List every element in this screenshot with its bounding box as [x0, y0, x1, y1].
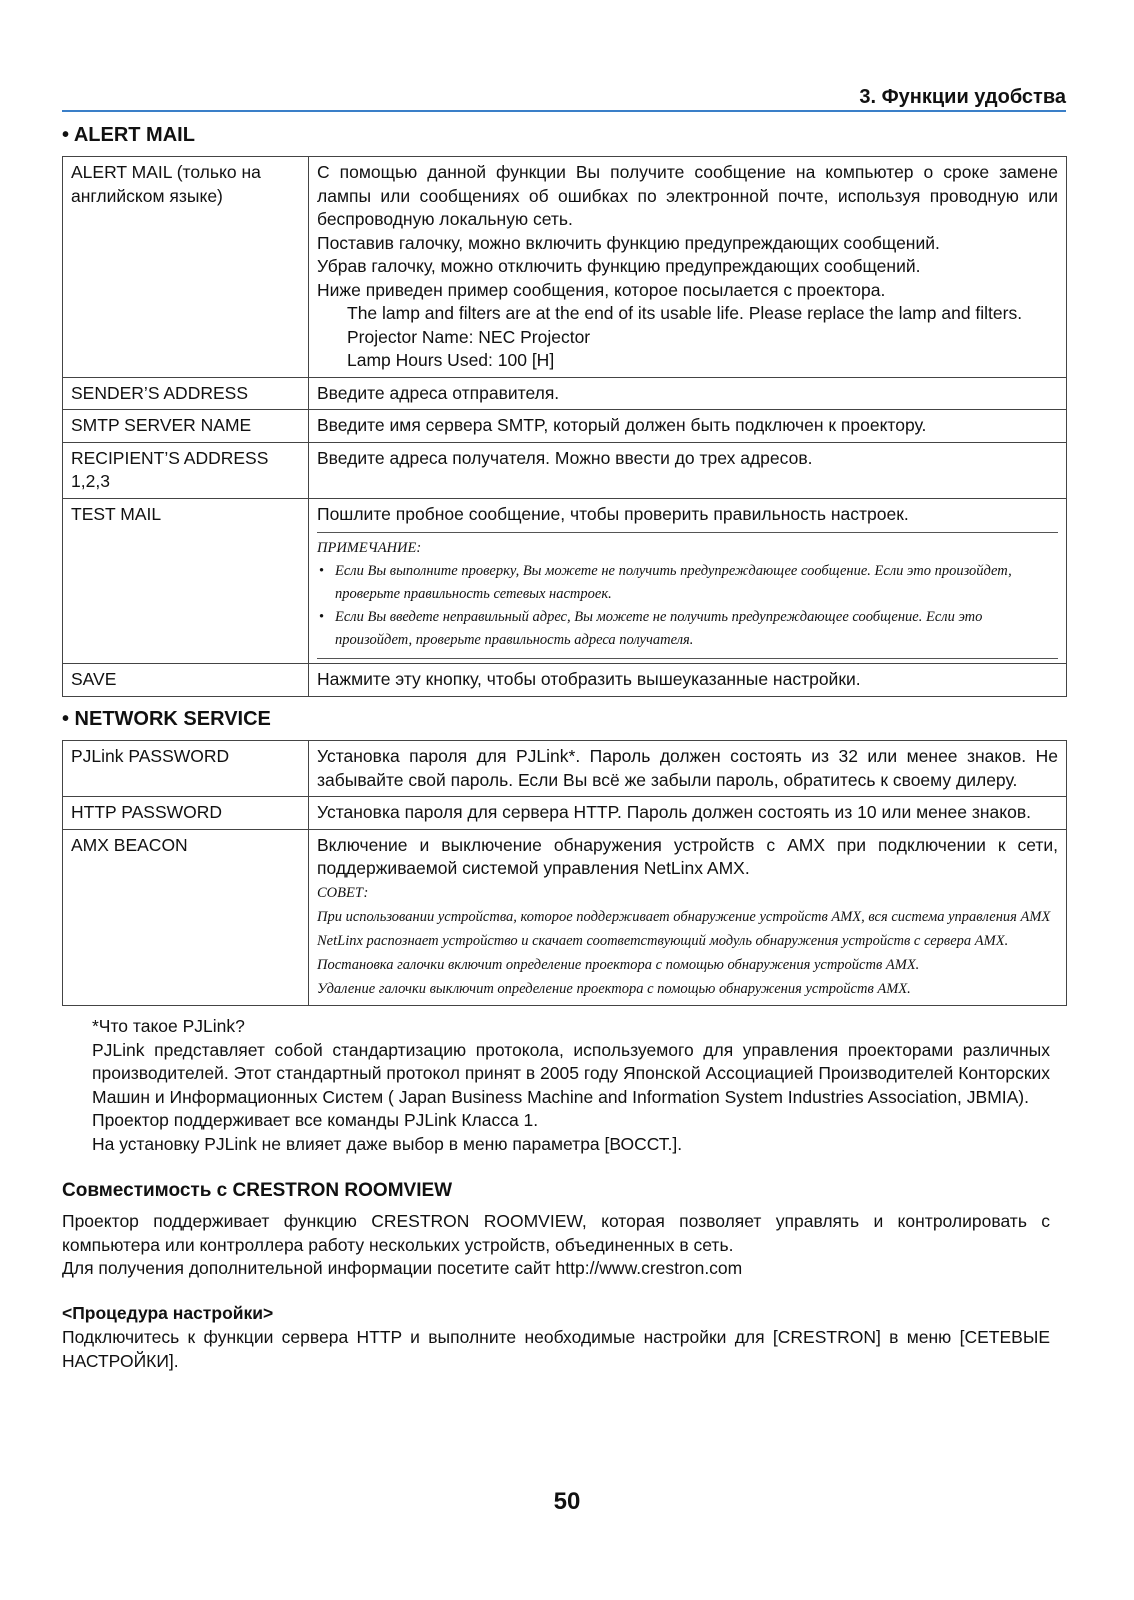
network-service-heading: • NETWORK SERVICE — [62, 708, 271, 730]
note-block — [317, 532, 1058, 659]
table-row — [63, 664, 1067, 697]
chapter-title: 3. Функции удобства — [859, 86, 1066, 108]
header-rule — [62, 110, 1066, 112]
table-row — [63, 797, 1067, 830]
description: С помощью данной функции Вы получите сообщение на компьютер о сроке замене лампы или сообщениях об ошибках по электронной почте, используя проводную или беспроводную локальную сеть. — [317, 162, 1058, 229]
note-title: ПРИМЕЧАНИЕ: — [317, 540, 422, 556]
note-item: • Если Вы выполните проверку, Вы можете не получить предупреждающее сообщение. Если это произойдет, проверьте правильность сетевых настроек. — [317, 560, 1058, 606]
row-key: PJLink PASSWORD — [63, 741, 309, 797]
description-line: Убрав галочку, можно отключить функцию предупреждающих сообщений. — [317, 256, 921, 276]
table-row — [63, 498, 1067, 664]
row-key: SMTP SERVER NAME — [63, 410, 309, 443]
row-key: RECIPIENT’S ADDRESS 1,2,3 — [63, 442, 309, 498]
table-row — [63, 829, 1067, 1005]
pjlink-description: PJLink представляет собой стандартизацию протокола, используемого для управления проекторами различных производителей. Этот стандартный протокол принят в 2005 году Японской Ассоциацией Производителей Конторских Машин и Информационных Систем ( Japan Business Machine and Information System Industries Association, JBMIA). — [92, 1039, 1050, 1107]
description: Включение и выключение обнаружения устройств с AMX при подключении к сети, поддерживаемой системой управления NetLinx AMX. — [317, 834, 1058, 878]
row-value — [309, 498, 1067, 664]
row-key: HTTP PASSWORD — [63, 797, 309, 830]
procedure-heading: <Процедура настройки> — [62, 1303, 274, 1323]
tip-block — [317, 881, 1058, 1001]
crestron-description: Проектор поддерживает функцию CRESTRON ROOMVIEW, которая позволяет управлять и контролировать с компьютера или контроллера работу нескольких устройств, объединенных в сеть. — [62, 1211, 1050, 1255]
pjlink-question: *Что такое PJLink? — [92, 1016, 245, 1036]
procedure-text: Подключитесь к функции сервера HTTP и выполните необходимые настройки для [CRESTRON] в меню [СЕТЕВЫЕ НАСТРОЙКИ]. — [62, 1327, 1050, 1371]
tip-title: СОВЕТ: — [317, 884, 369, 901]
tip-item: Постановка галочки включит определение проектора с помощью обнаружения устройств AMX. — [317, 956, 920, 973]
description-line: Пошлите пробное сообщение, чтобы проверить правильность настроек. — [317, 503, 909, 524]
example-line: Projector Name: NEC Projector — [347, 326, 591, 347]
tip-item: Удаление галочки выключит определение проектора с помощью обнаружения устройств AMX. — [317, 980, 911, 997]
row-value — [309, 157, 1067, 378]
row-value: Установка пароля для PJLink*. Пароль должен состоять из 32 или менее знаков. Не забывайте свой пароль. Если Вы всё же забыли пароль, обратитесь к своему дилеру. — [309, 741, 1067, 797]
row-key: TEST MAIL — [63, 498, 309, 664]
alert-mail-heading: • ALERT MAIL — [62, 124, 195, 146]
crestron-body — [62, 1210, 1050, 1281]
network-service-table — [62, 740, 1067, 1006]
page-number: 50 — [553, 1488, 581, 1515]
row-key: SENDER’S ADDRESS — [63, 377, 309, 410]
table-row — [63, 157, 1067, 378]
row-key: ALERT MAIL (только на английском языке) — [63, 157, 309, 378]
description-line: Поставив галочку, можно включить функцию предупреждающих сообщений. — [317, 232, 940, 253]
pjlink-class: Проектор поддерживает все команды PJLink Класса 1. — [92, 1110, 539, 1130]
pjlink-reset-note: На установку PJLink не влияет даже выбор в меню параметра [ВОССТ.]. — [92, 1133, 683, 1154]
table-row — [63, 377, 1067, 410]
row-value: Введите имя сервера SMTP, который должен быть подключен к проектору. — [309, 410, 1067, 443]
crestron-website: Для получения дополнительной информации посетите сайт http://www.crestron.com — [62, 1258, 743, 1278]
tip-item: При использовании устройства, которое поддерживает обнаружение устройств AMX, вся система управления AMX NetLinx распознает устройство и скачает соответствующий модуль обнаружения устройств с сервера AMX. — [317, 908, 1051, 949]
table-row — [63, 442, 1067, 498]
row-value — [309, 829, 1067, 1005]
crestron-heading: Совместимость с CRESTRON ROOMVIEW — [62, 1180, 453, 1201]
alert-mail-table — [62, 156, 1067, 697]
note-item: • Если Вы введете неправильный адрес, Вы можете не получить предупреждающее сообщение. Если это произойдет, проверьте правильность адреса получателя. — [317, 606, 1058, 652]
example-line: Lamp Hours Used: 100 [H] — [347, 350, 555, 370]
row-value: Установка пароля для сервера HTTP. Пароль должен состоять из 10 или менее знаков. — [309, 797, 1067, 830]
row-value: Введите адреса получателя. Можно ввести до трех адресов. — [309, 442, 1067, 498]
row-value: Нажмите эту кнопку, чтобы отобразить вышеуказанные настройки. — [309, 664, 1067, 697]
row-key: SAVE — [63, 664, 309, 697]
pjlink-info — [92, 1015, 1050, 1156]
description-line: Ниже приведен пример сообщения, которое посылается с проектора. — [317, 279, 886, 300]
row-value: Введите адреса отправителя. — [309, 377, 1067, 410]
table-row — [63, 410, 1067, 443]
table-row — [63, 741, 1067, 797]
row-key: AMX BEACON — [63, 829, 309, 1005]
example-line: The lamp and filters are at the end of its usable life. Please replace the lamp and filters. — [347, 303, 1023, 323]
